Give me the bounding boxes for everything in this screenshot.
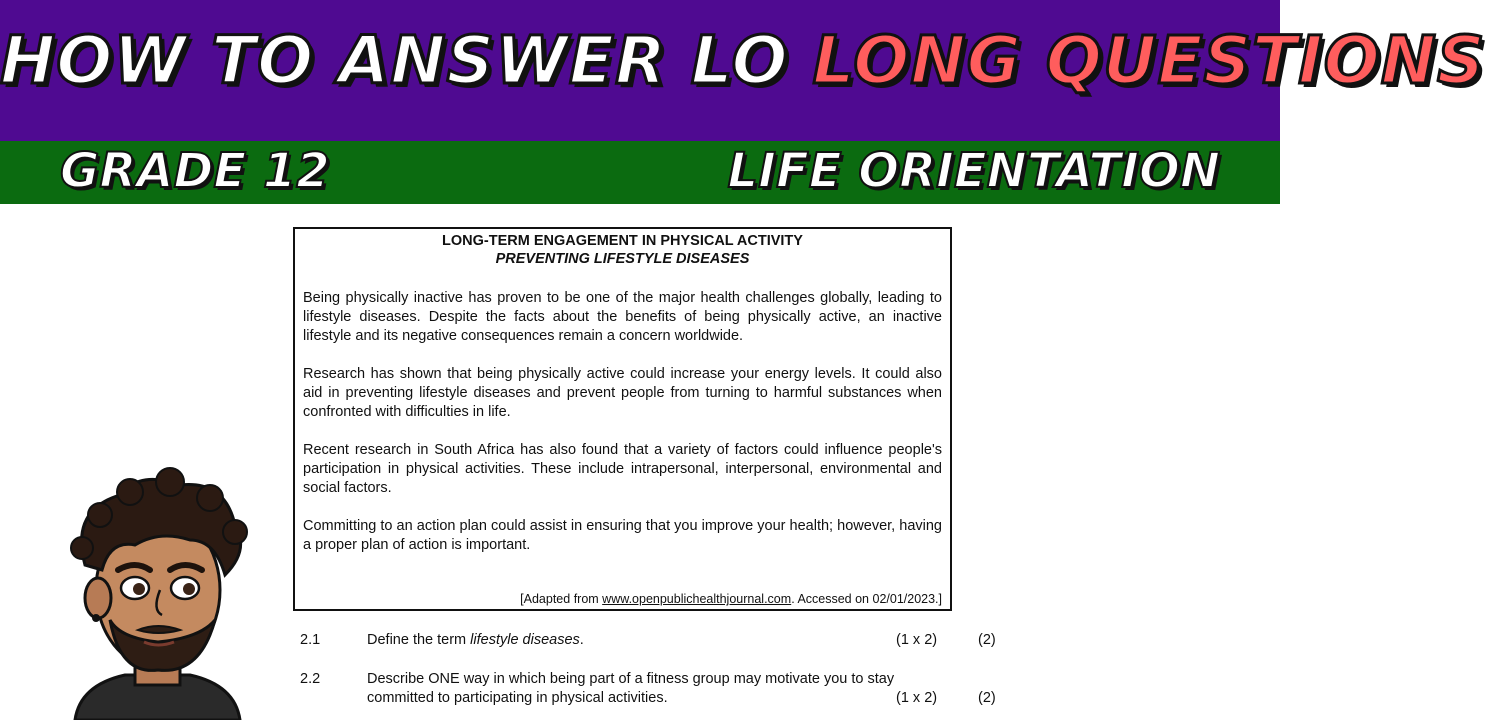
source-text-box (293, 227, 952, 611)
citation-link[interactable]: www.openpublichealthjournal.com (602, 592, 792, 606)
source-heading: LONG-TERM ENGAGEMENT IN PHYSICAL ACTIVITY (442, 233, 803, 249)
subject-label: LIFE ORIENTATION (727, 143, 1220, 199)
banner-title-part1: HOW TO ANSWER LO (0, 22, 813, 99)
source-paragraph: Research has shown that being physically active could increase your energy levels. It could also aid in preventing lifestyle diseases and prevent people from turning to harmful substances when confronted with difficulties in life. (303, 366, 942, 420)
total-marks: (2) (978, 632, 996, 648)
question-text (367, 631, 947, 650)
title-banner (0, 0, 1486, 141)
source-subheading: PREVENTING LIFESTYLE DISEASES (495, 251, 750, 267)
total-marks: (2) (978, 690, 996, 706)
question-number: 2.2 (300, 671, 321, 687)
cartoon-avatar (40, 470, 270, 720)
citation-suffix: . Accessed on 02/01/2023.] (791, 592, 942, 606)
source-citation (520, 591, 942, 607)
question-text-before: Define the term (367, 632, 471, 648)
source-paragraph: Recent research in South Africa has also found that a variety of factors could influence people's participation in physical activities. These include intrapersonal, interpersonal, environmental and social factors. (303, 442, 942, 496)
source-paragraph: Being physically inactive has proven to be one of the major health challenges globally, leading to lifestyle diseases. Despite the facts about the benefits of being physically active, an inactive lifestyle and its negative consequences remain a concern worldwide. (303, 290, 942, 344)
banner-title-highlight: LONG QUESTIONS (812, 22, 1486, 99)
question-text-after: . (579, 632, 584, 648)
citation-prefix: [Adapted from (520, 592, 603, 606)
banner-title (0, 22, 1486, 99)
grade-label: GRADE 12 (60, 143, 330, 199)
question-text: Describe ONE way in which being part of a fitness group may motivate you to stay committed to participating in physical activities. (367, 671, 895, 706)
source-paragraph: Committing to an action plan could assist in ensuring that you improve your health; however, having a proper plan of action is important. (303, 518, 942, 553)
question-number: 2.1 (300, 632, 321, 648)
mark-allocation: (1 x 2) (896, 690, 938, 706)
mark-allocation: (1 x 2) (896, 632, 938, 648)
question-term: lifestyle diseases (470, 632, 580, 648)
